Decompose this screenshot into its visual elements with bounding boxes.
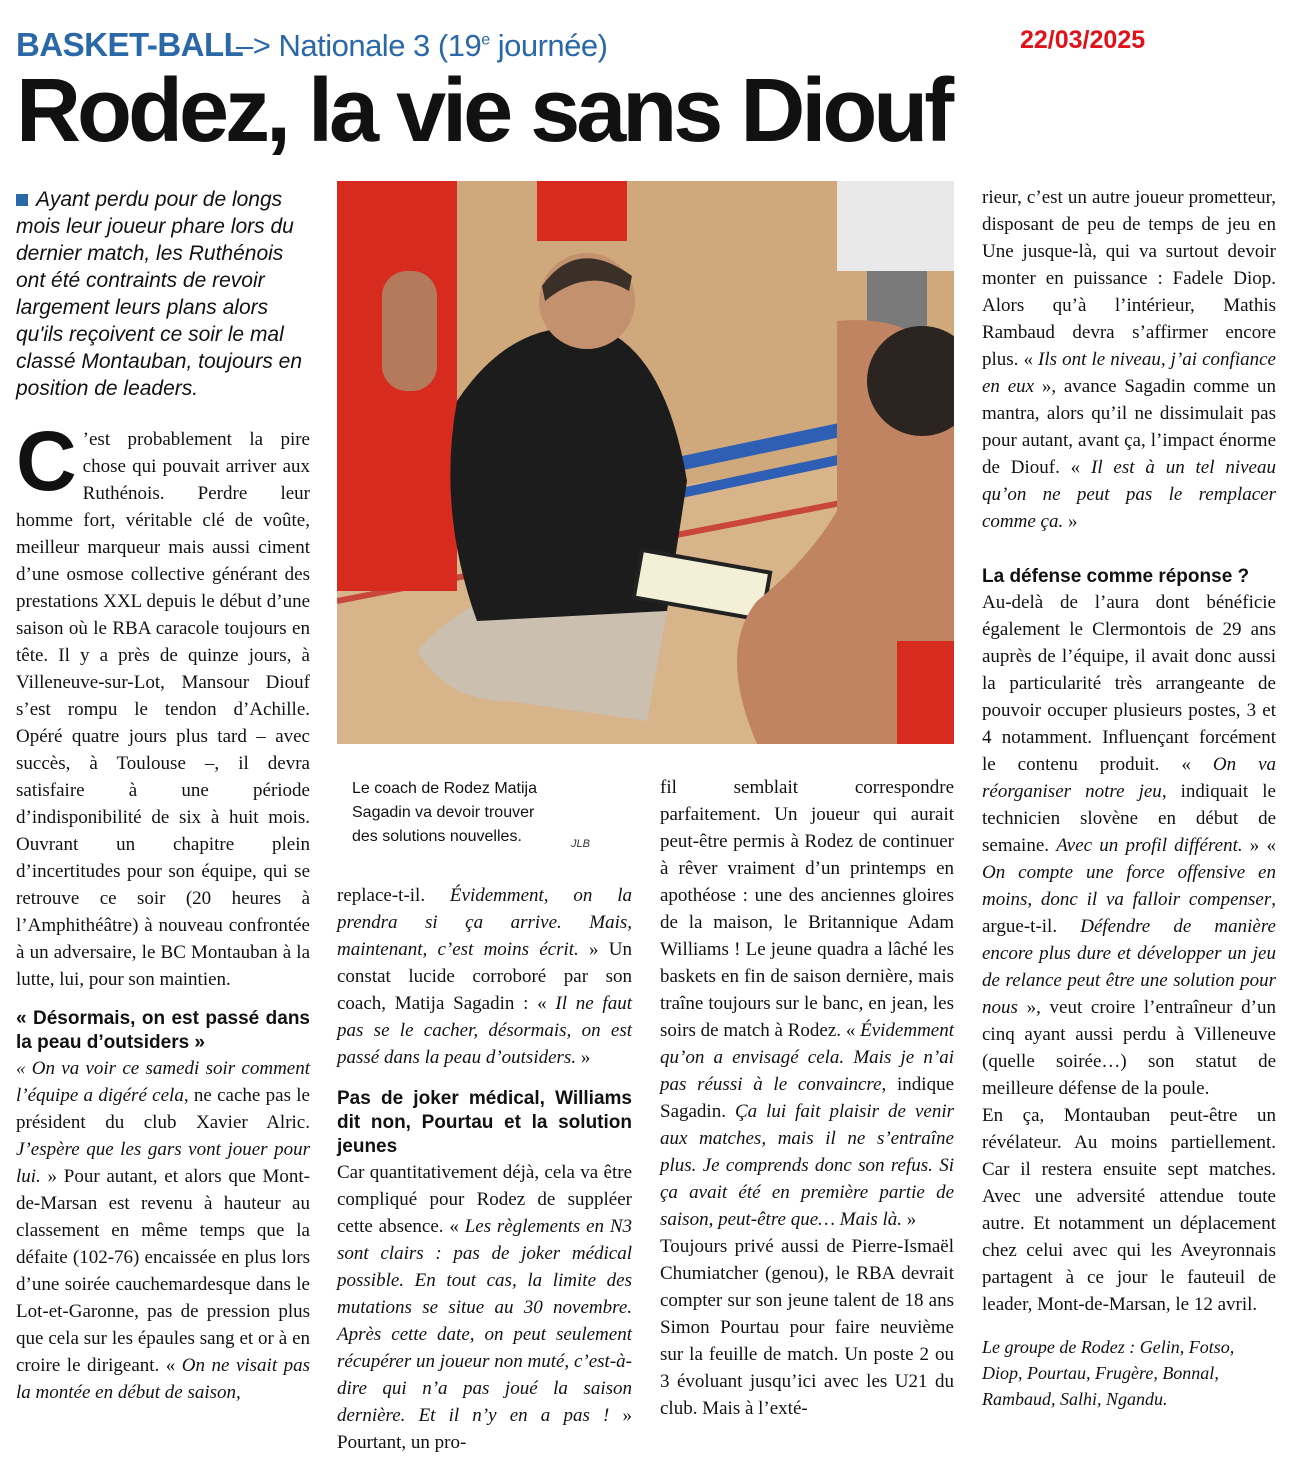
quote-1: Évidemment, on la prendra si ça arrive. Mais, maintenant, c’est moins écrit. [337, 885, 632, 960]
paragraph-defense [982, 589, 1276, 1102]
lead-square-icon [16, 194, 28, 206]
paragraph-montauban: En ça, Montauban peut-être un révélateur. Au moins partiellement. Car il restera ensuite sept matches. Avec une adversité attendue toute autre. Et notamment un déplacement chez celui avec qui les Aveyronnais partagent à ce jour le fauteuil de leader, Mont-de-Marsan, le 12 avril. [982, 1105, 1276, 1315]
quote-3: On compte une force offensive en moins, donc il va falloir compenser [982, 862, 1276, 910]
text-3: » [902, 1209, 917, 1230]
lead-paragraph [16, 186, 316, 402]
text-3: » [1063, 511, 1078, 532]
competition-text: –> Nationale 3 (19 [236, 28, 482, 63]
text-2: », avance Sagadin comme un mantra, alors qu’il ne dissimulait pas pour autant, avant ça, l’impact énorme de Diouf. « [982, 376, 1276, 478]
player-left-arm [382, 271, 437, 391]
subheading-joker: Pas de joker médical, Williams dit non, Pourtau et la solution jeunes [337, 1088, 632, 1157]
headline: Rodez, la vie sans Diouf [16, 61, 951, 161]
text-3: » [576, 1047, 591, 1068]
paragraph-pourtau: Toujours privé aussi de Pierre-Ismaël Chumiatcher (genou), le RBA devrait compter sur son jeune talent de 18 ans Simon Pourtau pour faire neuvième sur la feuille de match. Un poste 2 ou 3 évoluant jusqu’ici avec les U21 du club. Mais à l’exté- [660, 1236, 954, 1419]
photo-credit: JLB [571, 838, 590, 850]
photo-caption: Le coach de Rodez Matija Sagadin va devoir trouver des solutions nouvelles. [352, 780, 537, 845]
quote-2: Ça lui fait plaisir de venir aux matches, mais il ne s’entraîne plus. Je comprends donc son refus. Si ça avait été en première partie de saison, peut-être que… Mais là. [660, 1101, 954, 1230]
quote-3: On ne visait pas la montée en début de saison, [16, 1355, 311, 1403]
quote-4: Défendre de manière encore plus dure et développer un jeu de relance peut être une solution pour nous [982, 916, 1276, 1018]
article-column-2 [337, 882, 632, 1456]
quote-1: « On va voir ce samedi soir comment l’équipe a digéré cela [16, 1058, 310, 1106]
competition-superscript: e [481, 31, 490, 49]
text-2: , indique Sagadin. [660, 1074, 954, 1122]
quote-1: On va réorganiser notre jeu [982, 754, 1276, 802]
text-2: , indiquait le technicien slovène en début de semaine. [982, 781, 1276, 856]
player-back-jersey [537, 181, 627, 241]
text-2: » Pourtant, un pro- [337, 1405, 632, 1453]
quote-2: Avec un profil différent. [1056, 835, 1243, 856]
quote-1: Évidemment qu’on a envisagé cela. Mais je n’ai pas réussi à le convaincre [660, 1020, 954, 1095]
subheading-outsiders: « Désormais, on est passé dans la peau d’outsiders » [16, 1008, 310, 1053]
paragraph-president [16, 1055, 310, 1406]
publication-date: 22/03/2025 [1020, 26, 1146, 54]
article-column-4 [982, 184, 1276, 1412]
article-photo [337, 181, 954, 744]
quote-1: Ils ont le niveau, j’ai confiance en eux [982, 349, 1276, 397]
article-column-1 [16, 414, 311, 1406]
lead-text: Ayant perdu pour de longs mois leur joueur phare lors du dernier match, les Ruthénois ont été contraints de revoir largement leurs plans alors qu'ils reçoivent ce soir le mal classé Montauban, toujours en position de leaders. [16, 188, 303, 400]
section-kicker: BASKET-BALL [16, 26, 244, 63]
article-column-3 [660, 774, 954, 1422]
competition-label [236, 28, 607, 64]
opening-text: ’est probablement la pire chose qui pouvait arriver aux Ruthénois. Perdre leur homme fort, véritable clé de voûte, meilleur marqueur mais aussi ciment d’une osmose collective générant des prestations XXL depuis le début d’une saison où le RBA caracole toujours en tête. Il y a près de quinze jours, à Villeneuve-sur-Lot, Mansour Diouf s’est rompu le tendon d’Achille. Opéré quatre jours plus tard – avec succès, à Toulouse –, il devra satisfaire à une période d’indisponibilité de six à huit mois. Ouvrant un chapitre plein d’incertitudes pour son équipe, qui se retrouve ce soir (20 heures à l’Amphithéâtre) à nouveau confrontée à un adversaire, le BC Montauban à la lutte, lui, pour son maintien. [16, 429, 310, 990]
quote-2: Il est à un tel niveau qu’on ne peut pas le remplacer comme ça. [982, 457, 1276, 532]
player-right-shorts [897, 641, 954, 744]
text-1: fil semblait correspondre parfaitement. Un joueur qui aurait peut-être permis à Rodez de continuer à rêver vraiment d’un printemps en apothéose : une des anciennes gloires de la maison, le Britannique Adam Williams ! Le jeune quadra a lâché les baskets en fin de saison dernière, mais traîne toujours sur le banc, en jean, les soirs de match à Rodez. « [660, 777, 954, 1041]
standing-person-top [837, 181, 954, 271]
text-2: » Pour autant, et alors que Mont-de-Marsan est revenu à hauteur au classement en même temps que la défaite (102-76) encaissée en plus lors d’une soirée cauchemardesque dans le Lot-et-Garonne, pas de pression plus que cela sur les épaules sang et or à en croire le dirigeant. « [16, 1166, 310, 1376]
squad-list: Le groupe de Rodez : Gelin, Fotso, Diop, Pourtau, Frugère, Bonnal, Rambaud, Salhi, Ngandu. [982, 1337, 1235, 1409]
quote-1: Les règlements en N3 sont clairs : pas de joker médical possible. En tout cas, la limite des mutations se situe au 30 novembre. Après cette date, on peut seulement récupérer un joueur non muté, c’est-à-dire qui n’a pas joué la saison dernière. Et il n’y en a pas ! [337, 1216, 632, 1426]
text-1: , ne cache pas le président du club Xavier Alric. [16, 1085, 310, 1133]
coach-photo-illustration [337, 181, 954, 744]
paragraph-coach [337, 882, 632, 1071]
drop-cap: C [16, 414, 77, 508]
paragraph-diop [982, 184, 1276, 535]
paragraph-williams [660, 774, 954, 1233]
text-2: » Un constat lucide corroboré par son coach, Matija Sagadin : « [337, 939, 632, 1014]
quote-2: J’espère que les gars vont jouer pour lui. [16, 1139, 310, 1187]
text-1: Au-delà de l’aura dont bénéficie également le Clermontois de 29 ans auprès de l’équipe, il avait donc aussi la particularité très arrangeante de pouvoir occuper plusieurs postes, 3 et 4 notamment. Influençant forcément le contenu produit. « [982, 592, 1276, 775]
text-4: , argue-t-il. [982, 889, 1276, 937]
paragraph-rules [337, 1159, 632, 1456]
text-5: », veut croire l’entraîneur d’un cinq ayant aussi perdu à Villeneuve (quelle soirée…) son statut de meilleure défense de la poule. [982, 997, 1276, 1099]
quote-2: Il ne faut pas se le cacher, désormais, on est passé dans la peau d’outsiders. [337, 993, 632, 1068]
text-1: replace-t-il. [337, 885, 450, 906]
text-1: rieur, c’est un autre joueur prometteur, disposant de peu de temps de jeu en Une jusque-là, qui va surtout devoir monter en puissance : Fadele Diop. Alors qu’à l’intérieur, Mathis Rambaud devra s’affirmer encore plus. « [982, 187, 1276, 370]
subheading-defense: La défense comme réponse ? [982, 566, 1250, 587]
text-1: Car quantitativement déjà, cela va être compliqué pour Rodez de suppléer cette absence. « [337, 1162, 632, 1237]
opening-paragraph [16, 414, 310, 993]
competition-text-end: journée) [489, 28, 608, 63]
text-3: » « [1242, 835, 1276, 856]
